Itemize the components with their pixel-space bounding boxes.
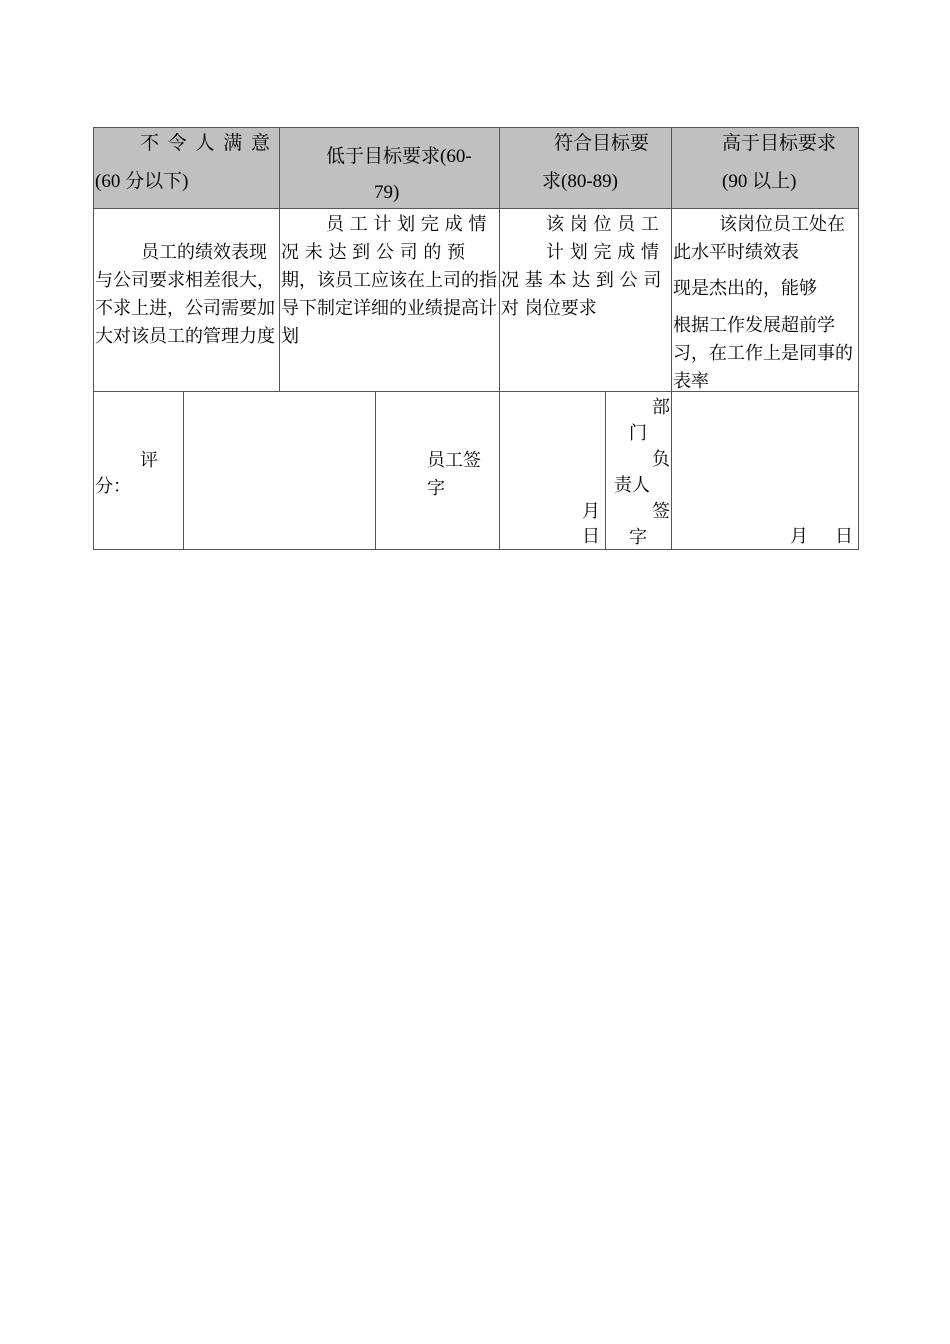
desc-cell-below-target xyxy=(279,208,500,392)
desc-below-target-top: 员 工 计 划 完 成 情 xyxy=(326,214,487,235)
dept-sign-label-5: 签 xyxy=(652,501,670,522)
score-label-cell xyxy=(93,391,184,550)
desc-above-target-line1: 该岗位员工处在此水平时绩效表 xyxy=(673,214,845,263)
employee-sign-day: 日 xyxy=(582,526,600,547)
dept-sign-label-4: 责人 xyxy=(614,475,650,496)
desc-cell-meets-target xyxy=(499,208,672,392)
desc-cell-above-target xyxy=(671,208,859,392)
employee-sign-month: 月 xyxy=(582,501,600,522)
desc-unsatisfactory-text: 员工的绩效表现与公司要求相差很大，不求上进，公司需要加大对该员工的管理力度 xyxy=(95,242,275,347)
score-input-cell[interactable] xyxy=(183,391,376,550)
employee-sign-label: 员工签字 xyxy=(427,450,481,499)
dept-sign-date-cell[interactable] xyxy=(671,391,859,550)
header-above-target-line2: (90 以上) xyxy=(722,171,797,192)
dept-sign-month: 月 xyxy=(790,526,808,547)
desc-above-target-line3: 根据工作发展超前学习，在工作上是同事的表率 xyxy=(673,315,853,392)
employee-sign-date-cell[interactable] xyxy=(499,391,606,550)
dept-sign-label-1: 部 xyxy=(652,397,670,418)
header-unsatisfactory-line2: (60 分以下) xyxy=(95,171,189,192)
header-cell-unsatisfactory xyxy=(93,127,280,209)
dept-sign-day: 日 xyxy=(835,526,853,547)
header-cell-meets-target xyxy=(499,127,672,209)
header-above-target-line1: 高于目标要求 xyxy=(722,133,837,154)
employee-sign-label-cell xyxy=(375,391,500,550)
header-below-target-line1: 低于目标要求(60- xyxy=(326,146,472,167)
header-meets-target-line1: 符合目标要 xyxy=(554,133,650,154)
dept-sign-label-6: 字 xyxy=(629,527,647,548)
desc-meets-target-text: 况 基 本 达 到 公 司 对 岗位要求 xyxy=(501,270,668,319)
desc-above-target-line2: 现是杰出的，能够 xyxy=(673,278,817,299)
dept-sign-label-2: 门 xyxy=(629,423,647,444)
score-label-line1: 评 xyxy=(140,450,158,471)
header-cell-above-target xyxy=(671,127,859,209)
header-meets-target-line2: 求(80-89) xyxy=(542,171,618,192)
score-label-line2: 分： xyxy=(95,476,131,497)
desc-cell-unsatisfactory xyxy=(93,208,280,392)
desc-below-target-text: 况 未 达 到 公 司 的 预 期，该员工应该在上司的指导下制定详细的业绩提高计划 xyxy=(281,242,497,347)
header-cell-below-target xyxy=(279,127,500,209)
header-unsatisfactory-line1: 不 令 人 满 意 xyxy=(140,133,273,154)
dept-sign-label-cell xyxy=(605,391,672,550)
dept-sign-label-3: 负 xyxy=(652,449,670,470)
desc-meets-target-top: 该 岗 位 员 工 计 划 完 成 情 xyxy=(546,214,665,263)
header-below-target-line2: 79) xyxy=(374,182,400,203)
